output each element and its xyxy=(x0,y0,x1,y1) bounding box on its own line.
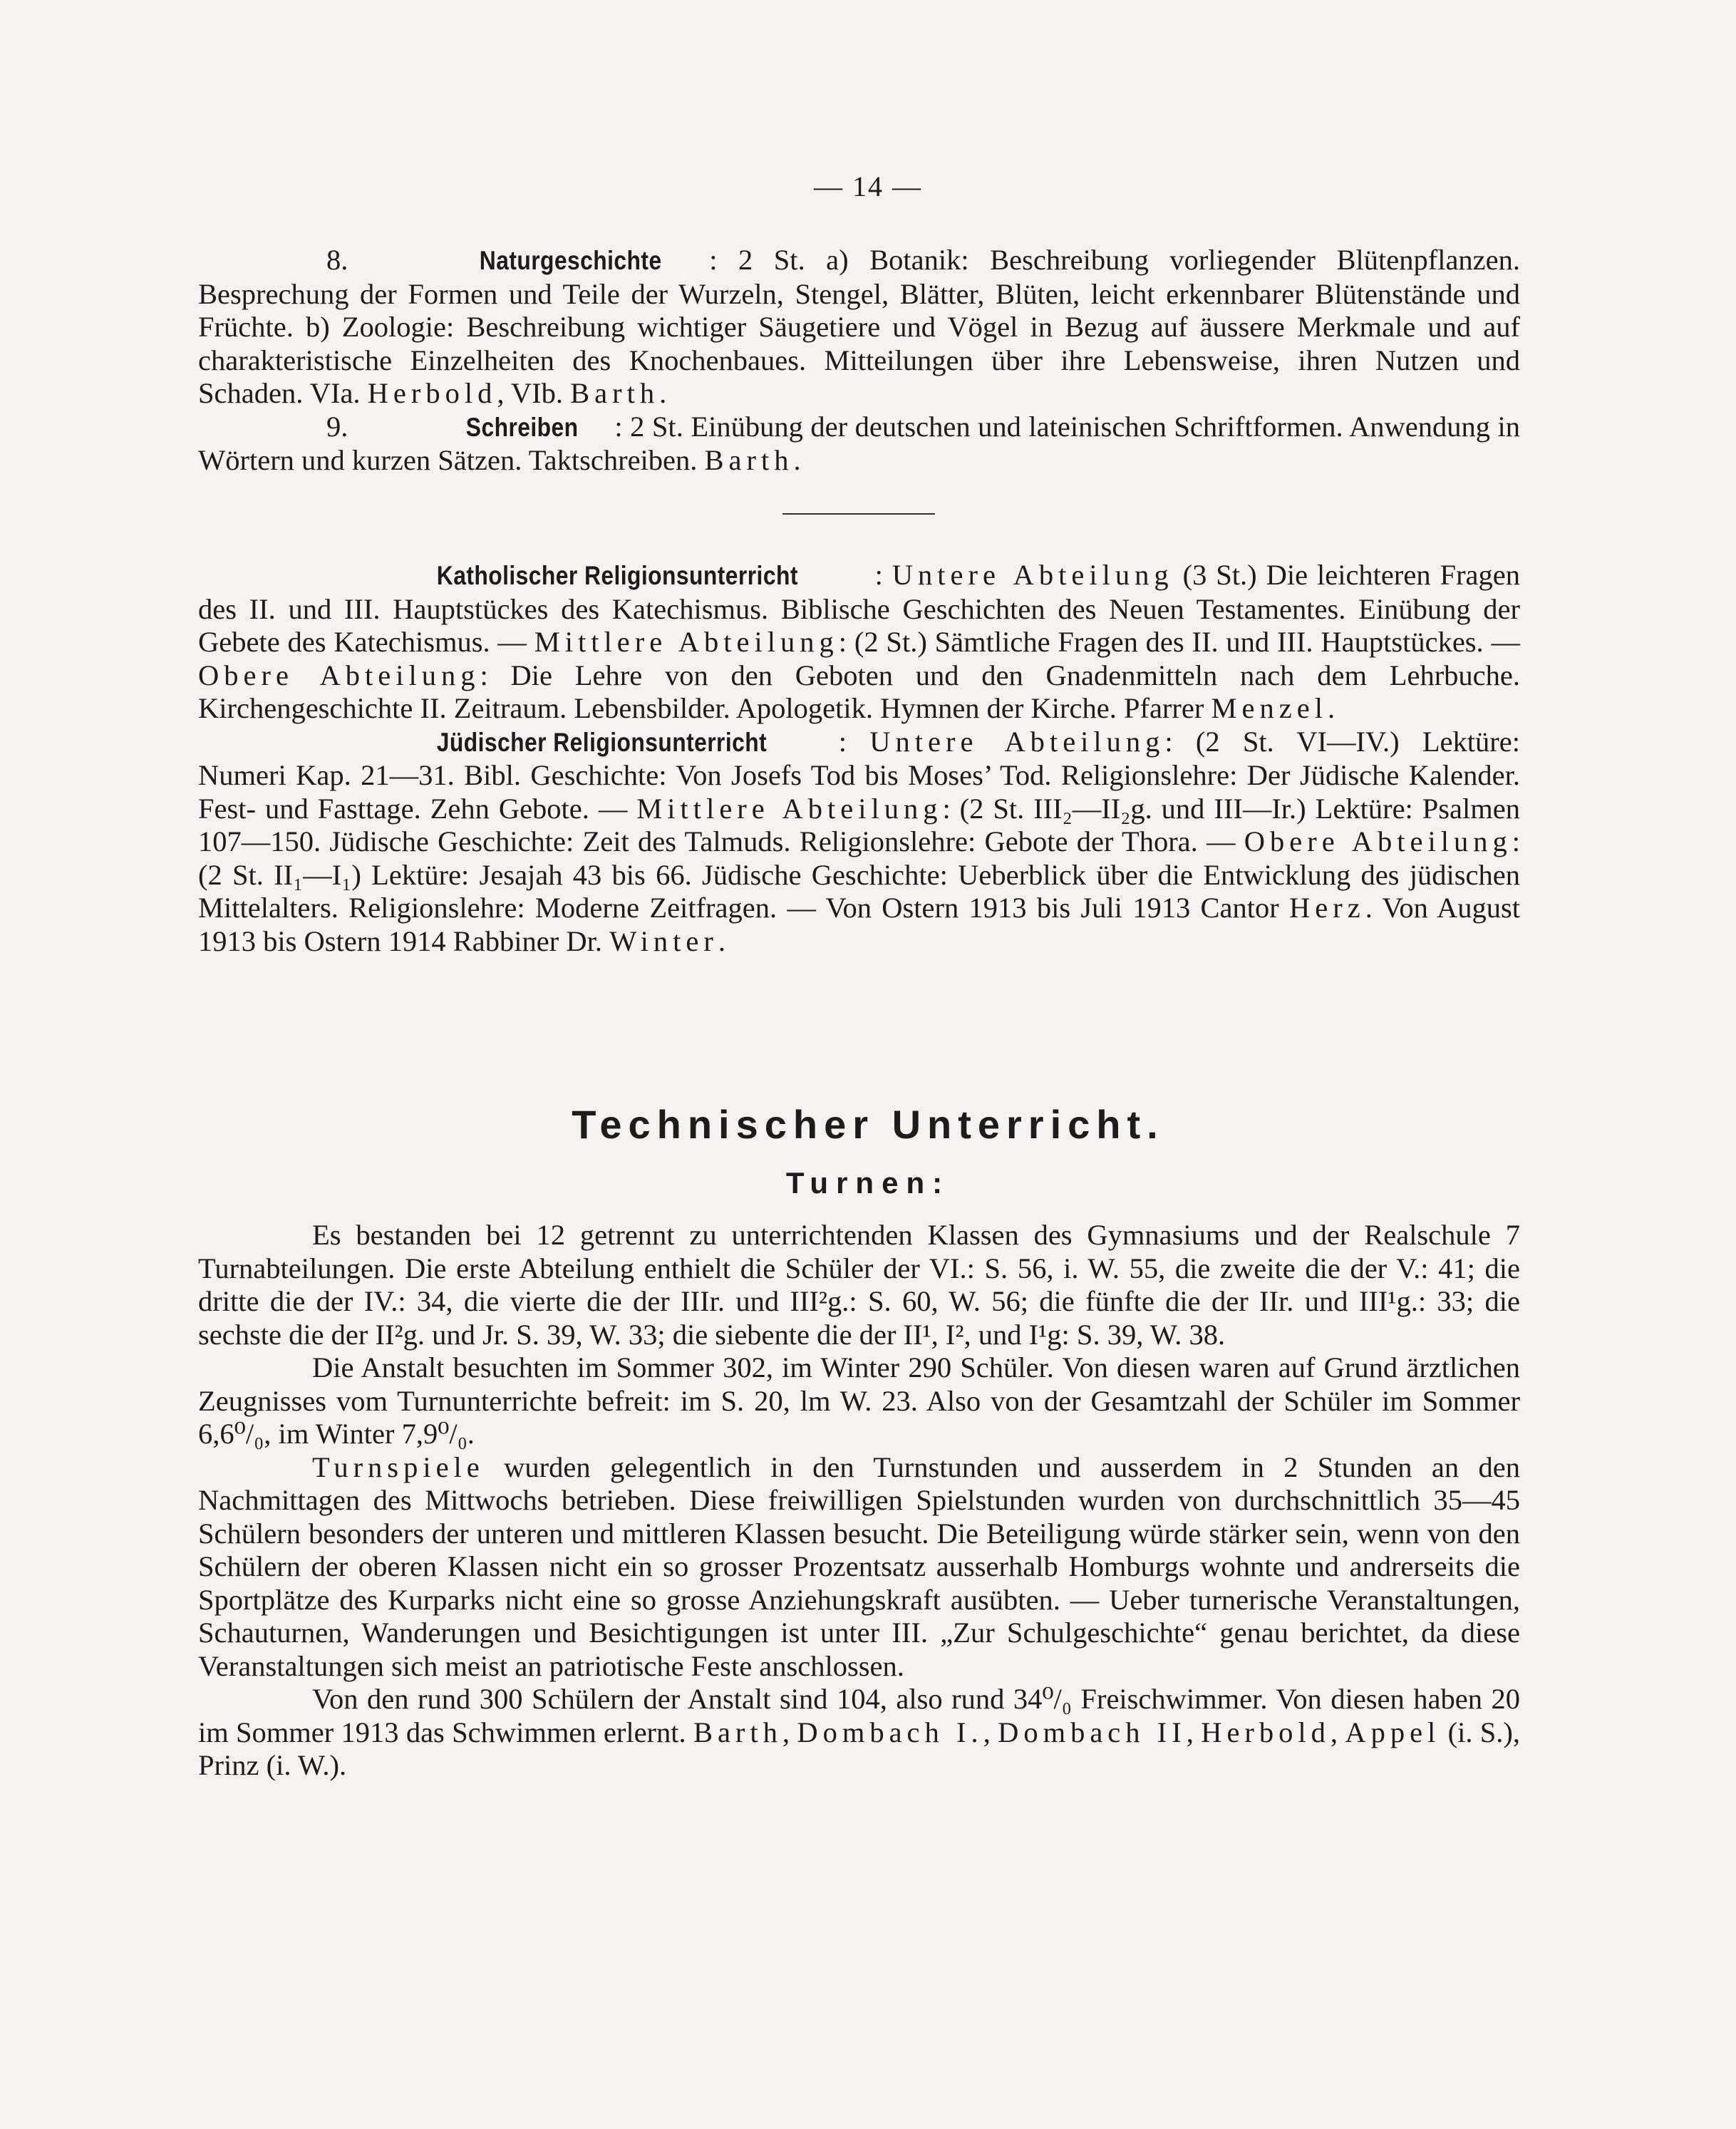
turnen-text: Von den rund 300 Schülern der Anstalt sind 104, also rund 34⁰/₀ Freischwimmer. Von diesen haben 20 im Sommer 1913 das Schwimmen erlernt. xyxy=(198,1683,1520,1748)
juedisch-paragraph xyxy=(198,726,1520,959)
turnen-section xyxy=(198,1219,1520,1783)
katholisch-text: : (2 St.) Sämtliche Fragen des II. und III. Hauptstückes. — xyxy=(838,626,1520,658)
juedisch-text: : (2 St. II₁—I₁) Lektüre: Jesajah 43 bis 66. Jüdische Geschichte: Ueberblick über die Entwicklung des jüdischen Mittelalters. Religionslehre: Moderne Zeitfragen. — Von Ostern 1913 bis Juli 1913 Cantor xyxy=(198,825,1520,924)
teacher-name: Winter xyxy=(609,924,718,957)
juedisch-text: . Von August 1913 bis Ostern 1914 Rabbiner Dr. xyxy=(198,892,1520,957)
teacher-name: Barth xyxy=(693,1716,782,1748)
juedisch-heading: Jüdischer Religionsunterricht xyxy=(436,727,768,757)
punctuation: . xyxy=(718,924,726,957)
division-label: Untere Abteilung xyxy=(892,559,1174,591)
katholisch-text: (3 St.) Die leichteren Fragen des II. und III. Hauptstückes des Katechismus. Biblische Geschichten des Neuen Testamentes. Einübung der Gebete des Katechismus. — xyxy=(198,559,1521,658)
teacher-name: Appel xyxy=(1345,1716,1441,1748)
naturgeschichte-text: : 2 St. a) Botanik: Beschreibung vorliegender Blütenpflanzen. Besprechung der Formen und Teile der Wurzeln, Stengel, Blätter, Blüten, leicht erkennbarer Blütenstände und Früchte. b) Zoologie: Beschreibung wichtiger Säugetiere und Vögel in Bezug auf äussere Merkmale und auf charakteristische Einzelheiten des Knochenbaues. Mitteilungen über ihre Lebensweise, ihren Nutzen und Schaden. VIa. xyxy=(198,244,1520,409)
section-title: Technischer Unterricht. xyxy=(572,1102,1164,1147)
page-number: — 14 — xyxy=(814,170,922,202)
teacher-name: Barth xyxy=(570,377,660,409)
teacher-name: Dombach II xyxy=(998,1716,1187,1748)
katholisch-paragraph xyxy=(198,559,1520,726)
division-label: Mittlere Abteilung xyxy=(636,792,943,825)
katholisch-heading: Katholischer Religionsunterricht xyxy=(436,561,798,590)
religion-section xyxy=(198,559,1520,958)
schreiben-paragraph xyxy=(198,411,1520,478)
naturgeschichte-paragraph xyxy=(198,244,1520,411)
katholisch-text: : Die Lehre von den Geboten und den Gnadenmitteln nach dem Lehrbuche. Kirchengeschichte II. Zeitraum. Lebensbilder. Apologetik. Hymnen der Kirche. Pfarrer xyxy=(198,659,1521,724)
natural-history-section xyxy=(198,244,1520,478)
turnspiele-label: Turnspiele xyxy=(312,1450,485,1483)
schreiben-heading: Schreiben xyxy=(465,412,579,442)
turnen-text: wurden gelegentlich in den Turnstunden und ausserdem in 2 Stunden an den Nachmittagen des Mittwochs betrieben. Diese freiwilligen Spielstunden wurden von durchschnittlich 35—45 Schülern besonders der unteren und mittleren Klassen besucht. Die Beteiligung würde stärker sein, wenn von den Schülern der oberen Klassen nicht ein so grosser Prozentsatz ausserhalb Homburgs wohnte und andrerseits die Sportplätze des Kurparks nicht eine so grosse Anziehungskraft ausübten. — Ueber turnerische Veranstaltungen, Schauturnen, Wanderungen und Besichtigungen ist unter III. „Zur Schulgeschichte“ genau berichtet, da diese Veranstaltungen sich meist an patriotische Feste anschlossen. xyxy=(198,1450,1520,1682)
punctuation: , xyxy=(1330,1716,1345,1748)
punctuation: , xyxy=(782,1716,797,1748)
subsection-title: Turnen: xyxy=(785,1166,951,1200)
naturgeschichte-heading: Naturgeschichte xyxy=(479,246,662,275)
punctuation: . xyxy=(793,444,801,476)
section-divider xyxy=(782,513,935,515)
punctuation: , xyxy=(1186,1716,1202,1748)
division-label: Obere Abteilung xyxy=(1244,825,1512,857)
punctuation: . xyxy=(659,377,667,409)
punctuation: . xyxy=(1327,692,1335,724)
turnen-paragraph-2: Die Anstalt besuchten im Sommer 302, im Winter 290 Schüler. Von diesen waren auf Grund ärztlichen Zeugnisses vom Turnunterrichte befreit: im S. 20, lm W. 23. Also von der Gesamtzahl der Schüler im Sommer 6,6⁰/₀, im Winter 7,9⁰/₀. xyxy=(198,1351,1520,1450)
juedisch-text: : (2 St. III₂—II₂g. und III—Ir.) Lektüre: Psalmen 107—150. Jüdische Geschichte: Zeit des Talmuds. Religionslehre: Gebote der Thora. — xyxy=(198,792,1520,857)
teacher-name: Barth xyxy=(704,444,794,476)
item-number: 8. xyxy=(326,244,348,276)
juedisch-text: : (2 St. VI—IV.) Lektüre: Numeri Kap. 21—31. Bibl. Geschichte: Von Josefs Tod bis Moses’ Tod. Religionslehre: Der Jüdische Kalender. Fest- und Fasttage. Zehn Gebote. — xyxy=(198,725,1520,825)
teacher-name: Herbold xyxy=(367,377,497,409)
naturgeschichte-text-mid: , VIb. xyxy=(497,377,564,409)
schreiben-text: : 2 St. Einübung der deutschen und lateinischen Schriftformen. Anwendung in Wörtern und kurzen Sätzen. Taktschreiben. xyxy=(198,410,1521,476)
item-number: 9. xyxy=(326,410,348,443)
division-label: Obere Abteilung xyxy=(198,659,480,691)
turnen-paragraph-3 xyxy=(198,1451,1520,1684)
division-label: Untere Abteilung xyxy=(869,725,1165,758)
punctuation: : xyxy=(874,559,883,591)
turnen-paragraph-1: Es bestanden bei 12 getrennt zu unterrichtenden Klassen des Gymnasiums und der Realschule 7 Turnabteilungen. Die erste Abteilung enthielt die Schüler der VI.: S. 56, i. W. 55, die zweite die der V.: 41; die dritte die der IV.: 34, die vierte die der IIIr. und III²g.: S. 60, W. 56; die fünfte die der IIr. und III¹g.: 33; die sechste die der II²g. und Jr. S. 39, W. 33; die siebente die der II¹, I², und I¹g: S. 39, W. 38. xyxy=(198,1219,1520,1351)
teacher-name: Menzel xyxy=(1211,692,1328,724)
division-label: Mittlere Abteilung xyxy=(534,626,839,658)
punctuation: , xyxy=(983,1716,998,1748)
teacher-name: Herz xyxy=(1289,892,1365,924)
turnen-text: (i. S.), Prinz (i. W.). xyxy=(198,1716,1520,1781)
turnen-paragraph-4 xyxy=(198,1683,1520,1783)
teacher-name: Herbold xyxy=(1201,1716,1331,1748)
teacher-name: Dombach I. xyxy=(797,1716,983,1748)
punctuation: : xyxy=(838,725,870,758)
